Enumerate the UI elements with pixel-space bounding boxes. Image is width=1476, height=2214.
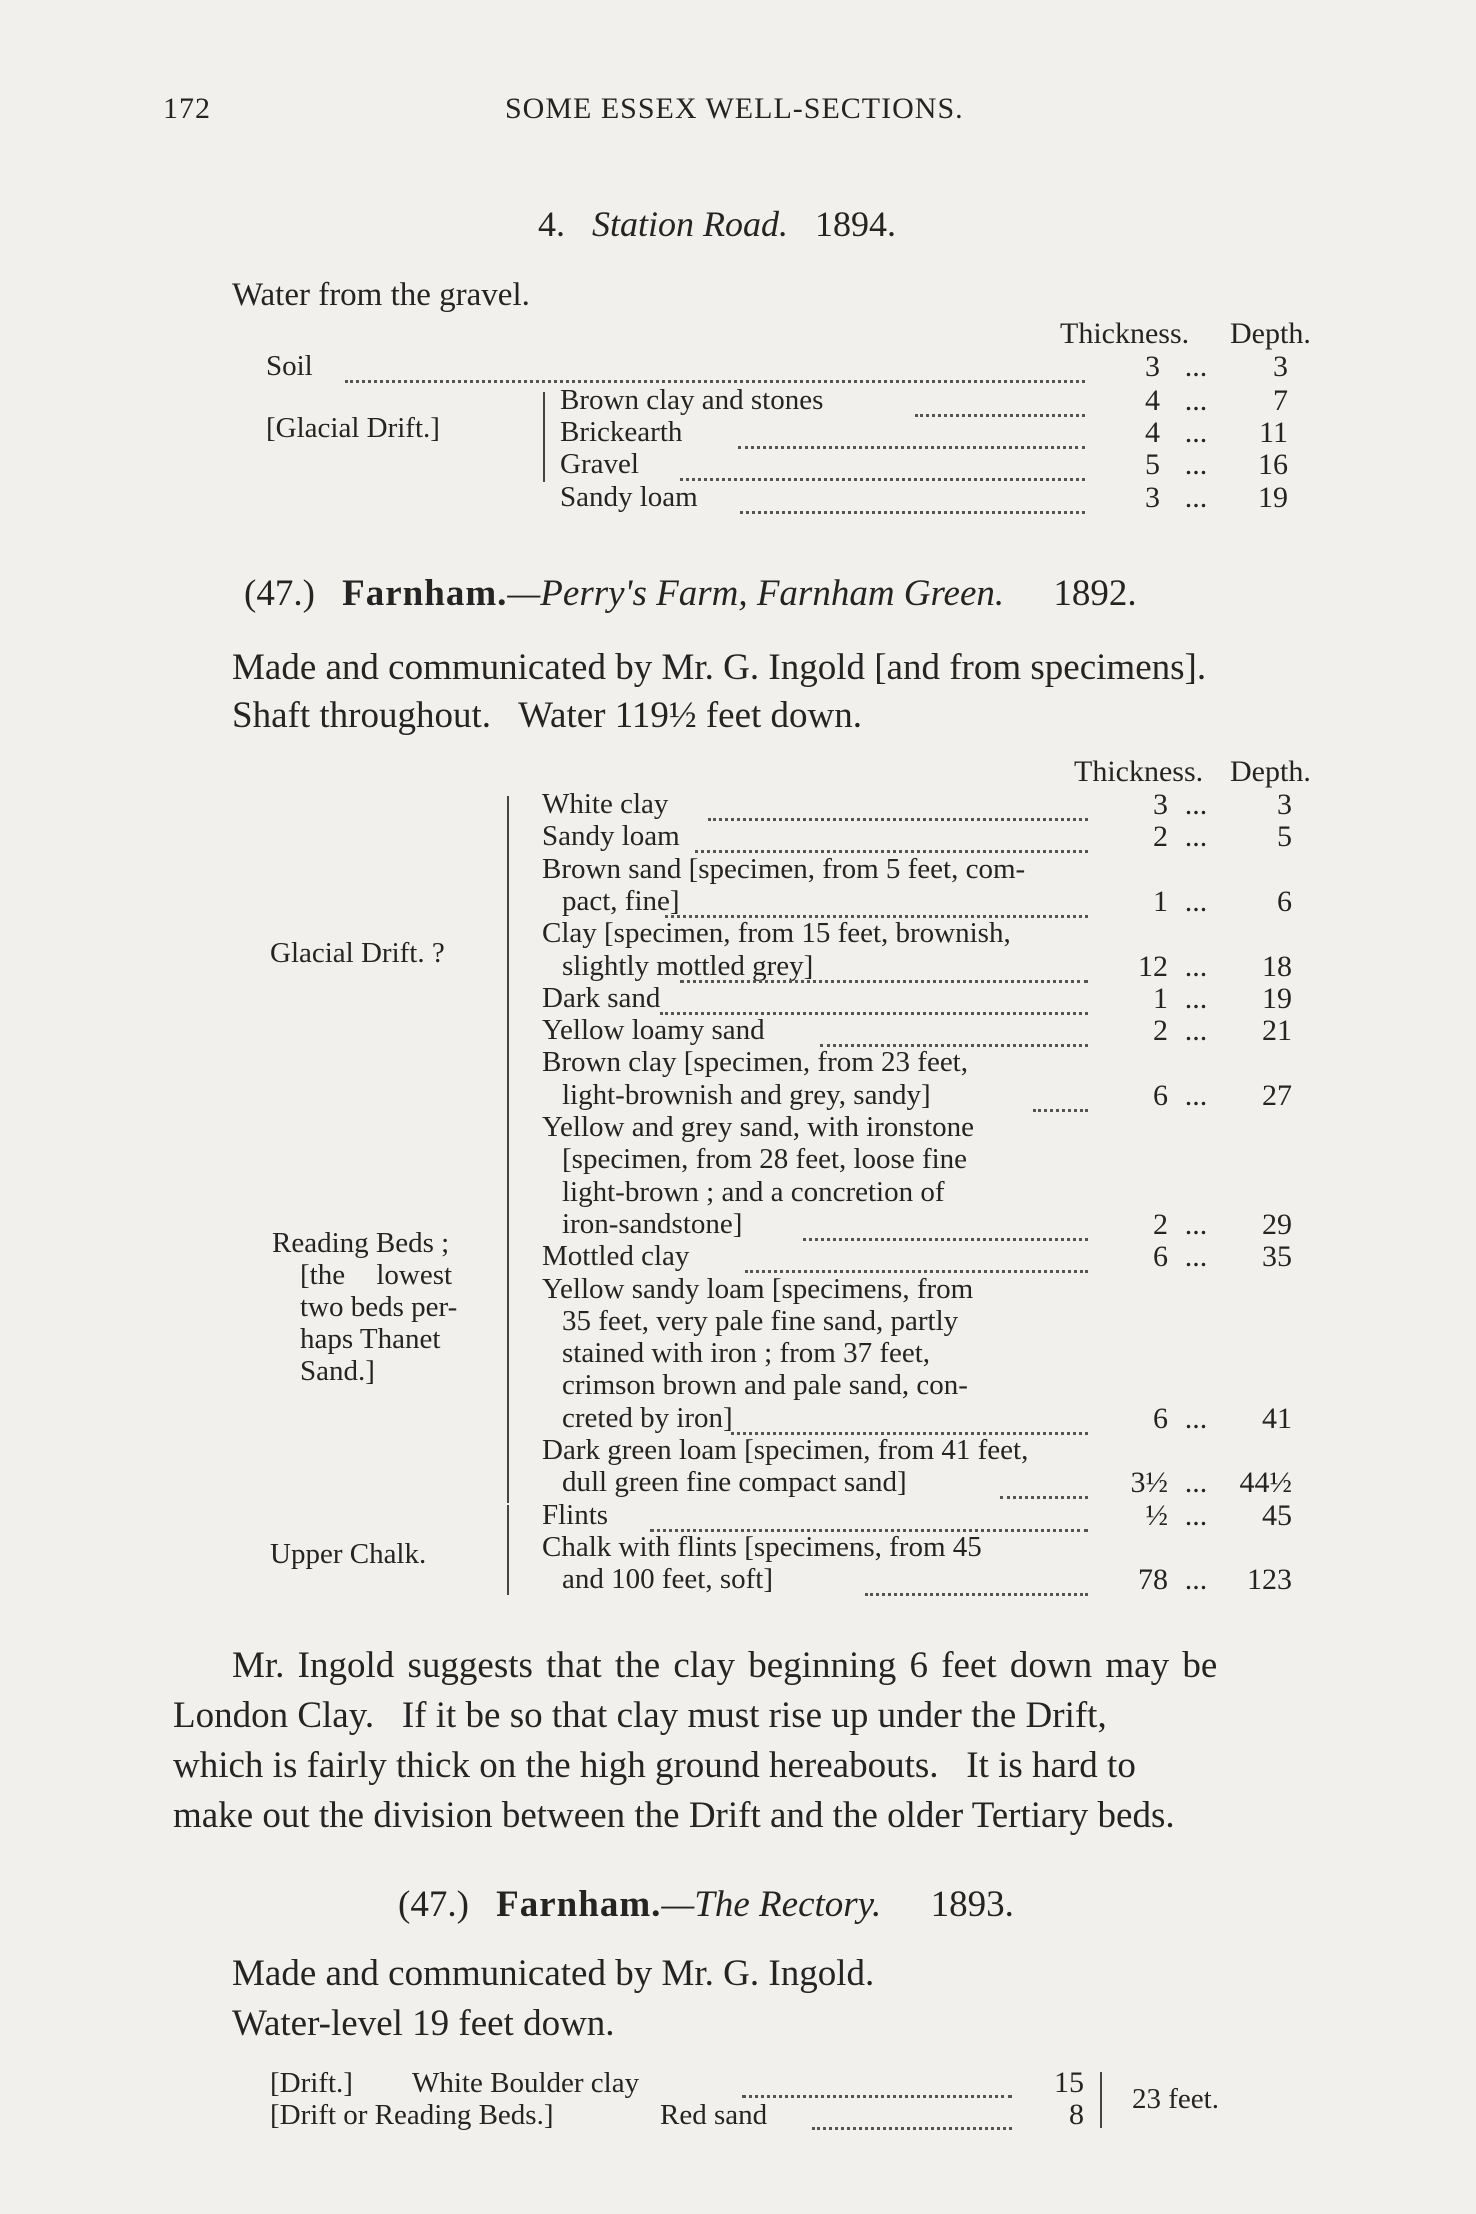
row-label: Gravel: [560, 448, 639, 480]
stratum-line: Yellow and grey sand, with ironstone: [542, 1111, 975, 1143]
intro-line: Shaft throughout. Water 119½ feet down.: [232, 695, 863, 736]
separator-dots: ...: [1184, 1208, 1208, 1241]
row-label: Brown clay and stones: [560, 384, 824, 416]
leader-dots: [680, 980, 1088, 983]
place-detail: —Perry's Farm, Farnham Green.: [507, 573, 1005, 614]
thickness-value: 2: [1153, 1208, 1168, 1241]
intro-line: Made and communicated by Mr. G. Ingold.: [232, 1953, 875, 1994]
depth-value: 7: [1273, 384, 1288, 417]
place-detail: —The Rectory.: [661, 1884, 882, 1925]
stratum-line: and 100 feet, soft]: [562, 1563, 773, 1595]
separator-dots: ...: [1184, 448, 1208, 481]
bracket: [507, 1121, 509, 1503]
separator-dots: ...: [1184, 1402, 1208, 1435]
stratum-line: light-brownish and grey, sandy]: [562, 1079, 931, 1111]
comment-line: London Clay. If it be so that clay must rise up under the Drift,: [173, 1695, 1107, 1736]
stratum-line: 35 feet, very pale fine sand, partly: [562, 1305, 959, 1337]
separator-dots: ...: [1184, 950, 1208, 983]
stratum-line: Mottled clay: [542, 1240, 690, 1272]
col-depth: Depth.: [1230, 317, 1311, 350]
section-number: (47.): [244, 573, 315, 614]
section-year: 1894.: [815, 204, 896, 244]
stratum-line: White clay: [542, 788, 669, 820]
col-thickness: Thickness.: [1060, 317, 1190, 350]
stratum-line: dull green fine compact sand]: [562, 1466, 907, 1498]
leader-dots: [742, 2095, 1012, 2098]
thickness-value: ½: [1145, 1499, 1168, 1532]
comment-line: which is fairly thick on the high ground hereabouts. It is hard to: [173, 1745, 1136, 1786]
thickness-value: 4: [1145, 384, 1160, 417]
group-label: Sand.]: [300, 1355, 375, 1387]
separator-dots: ...: [1184, 350, 1208, 383]
farnham-heading: [398, 1883, 1014, 1926]
separator-dots: ...: [1184, 1563, 1208, 1596]
depth-value: 123: [1247, 1563, 1292, 1596]
depth-value: 19: [1258, 481, 1288, 514]
separator-dots: ...: [1184, 1466, 1208, 1499]
leader-dots: [865, 1593, 1088, 1596]
page-number: 172: [163, 92, 211, 125]
leader-dots: [1033, 1109, 1088, 1112]
depth-value: 5: [1277, 820, 1292, 853]
bracket: [543, 392, 545, 482]
col-depth: Depth.: [1230, 755, 1311, 788]
stratum-line: slightly mottled grey]: [562, 950, 814, 982]
depth-value: 27: [1262, 1079, 1292, 1112]
separator-dots: ...: [1184, 384, 1208, 417]
stratum-line: Brown clay [specimen, from 23 feet,: [542, 1046, 968, 1078]
row-label: Soil: [266, 350, 313, 382]
depth-value: 3: [1277, 788, 1292, 821]
section-heading: [538, 203, 896, 245]
row-label: Brickearth: [560, 416, 683, 448]
thickness-value: 6: [1153, 1240, 1168, 1273]
stratum-line: [specimen, from 28 feet, loose fine: [562, 1143, 968, 1175]
thickness-value: 2: [1153, 1014, 1168, 1047]
leader-dots: [740, 511, 1085, 514]
row-label: Sandy loam: [560, 481, 698, 513]
thickness-value: 1: [1153, 885, 1168, 918]
depth-value: 35: [1262, 1240, 1292, 1273]
depth-value: 45: [1262, 1499, 1292, 1532]
depth-value: 6: [1277, 885, 1292, 918]
separator-dots: ...: [1184, 820, 1208, 853]
group-label: Reading Beds ;: [272, 1227, 450, 1259]
stratum-line: pact, fine]: [562, 885, 680, 917]
depth-value: 41: [1262, 1402, 1292, 1435]
comment-line: make out the division between the Drift and the older Tertiary beds.: [173, 1795, 1175, 1836]
group-label: [Drift.]: [270, 2067, 353, 2099]
group-label: Upper Chalk.: [270, 1538, 427, 1570]
leader-dots: [1000, 1496, 1088, 1499]
separator-dots: ...: [1184, 885, 1208, 918]
running-title: SOME ESSEX WELL-SECTIONS.: [505, 92, 964, 125]
intro-line: Water-level 19 feet down.: [232, 2003, 615, 2044]
place-name: Farnham.: [342, 573, 508, 614]
group-label: [Drift or Reading Beds.]: [270, 2099, 554, 2131]
stratum-line: Yellow sandy loam [specimens, from: [542, 1273, 974, 1305]
separator-dots: ...: [1184, 1240, 1208, 1273]
thickness-value: 8: [1069, 2098, 1084, 2131]
leader-dots: [915, 414, 1085, 417]
section-place: Station Road.: [592, 204, 788, 244]
place-name: Farnham.: [496, 1884, 662, 1925]
depth-value: 44½: [1239, 1466, 1292, 1499]
farnham-heading: [244, 572, 1137, 615]
group-label: two beds per-: [300, 1291, 458, 1323]
section-year: 1892.: [1053, 573, 1137, 614]
stratum-line: Dark sand: [542, 982, 661, 1014]
leader-dots: [680, 478, 1085, 481]
separator-dots: ...: [1184, 1499, 1208, 1532]
thickness-value: 3: [1153, 788, 1168, 821]
leader-dots: [812, 2127, 1012, 2130]
depth-value: 11: [1259, 416, 1288, 449]
stratum-line: crimson brown and pale sand, con-: [562, 1369, 968, 1401]
total-depth: 23 feet.: [1132, 2083, 1219, 2115]
stratum-line: iron-sandstone]: [562, 1208, 743, 1240]
group-label: [Glacial Drift.]: [266, 412, 440, 444]
leader-dots: [345, 380, 1085, 383]
stratum-line: stained with iron ; from 37 feet,: [562, 1337, 931, 1369]
group-label: Glacial Drift. ?: [270, 937, 445, 969]
separator-dots: ...: [1184, 416, 1208, 449]
row-label: Red sand: [660, 2099, 768, 2131]
thickness-value: 2: [1153, 820, 1168, 853]
separator-dots: ...: [1184, 788, 1208, 821]
stratum-line: Yellow loamy sand: [542, 1014, 765, 1046]
intro-line: Made and communicated by Mr. G. Ingold [and from specimens].: [232, 647, 1207, 688]
separator-dots: ...: [1184, 982, 1208, 1015]
stratum-line: Dark green loam [specimen, from 41 feet,: [542, 1434, 1029, 1466]
depth-value: 29: [1262, 1208, 1292, 1241]
stratum-line: Flints: [542, 1499, 609, 1531]
section-number: 4.: [538, 204, 565, 244]
comment-line: Mr. Ingold suggests that the clay beginning 6 feet down may be: [232, 1645, 1218, 1686]
group-label: [the lowest: [300, 1259, 453, 1291]
thickness-value: 15: [1054, 2066, 1084, 2099]
thickness-value: 6: [1153, 1402, 1168, 1435]
group-label: haps Thanet: [300, 1323, 441, 1355]
depth-value: 18: [1262, 950, 1292, 983]
thickness-value: 1: [1153, 982, 1168, 1015]
depth-value: 21: [1262, 1014, 1292, 1047]
stratum-line: Chalk with flints [specimens, from 45: [542, 1531, 982, 1563]
section-year: 1893.: [930, 1884, 1014, 1925]
bracket: [507, 796, 509, 1121]
stratum-line: creted by iron]: [562, 1402, 733, 1434]
section-number: (47.): [398, 1884, 469, 1925]
separator-dots: ...: [1184, 1014, 1208, 1047]
thickness-value: 3½: [1130, 1466, 1168, 1499]
thickness-value: 5: [1145, 448, 1160, 481]
stratum-line: Brown sand [specimen, from 5 feet, com-: [542, 853, 1026, 885]
separator-dots: ...: [1184, 481, 1208, 514]
thickness-value: 6: [1153, 1079, 1168, 1112]
bracket: [1096, 2072, 1102, 2128]
row-label: White Boulder clay: [412, 2067, 640, 2099]
depth-value: 16: [1258, 448, 1288, 481]
depth-value: 3: [1273, 350, 1288, 383]
stratum-line: light-brown ; and a concretion of: [562, 1176, 945, 1208]
section-note: Water from the gravel.: [232, 277, 530, 313]
depth-value: 19: [1262, 982, 1292, 1015]
thickness-value: 12: [1138, 950, 1168, 983]
stratum-line: Clay [specimen, from 15 feet, brownish,: [542, 917, 1011, 949]
thickness-value: 3: [1145, 481, 1160, 514]
thickness-value: 3: [1145, 350, 1160, 383]
stratum-line: Sandy loam: [542, 820, 680, 852]
thickness-value: 78: [1138, 1563, 1168, 1596]
col-thickness: Thickness.: [1074, 755, 1204, 788]
separator-dots: ...: [1184, 1079, 1208, 1112]
bracket: [507, 1505, 509, 1595]
leader-dots: [803, 1238, 1088, 1241]
leader-dots: [708, 818, 1088, 821]
leader-dots: [738, 446, 1085, 449]
thickness-value: 4: [1145, 416, 1160, 449]
